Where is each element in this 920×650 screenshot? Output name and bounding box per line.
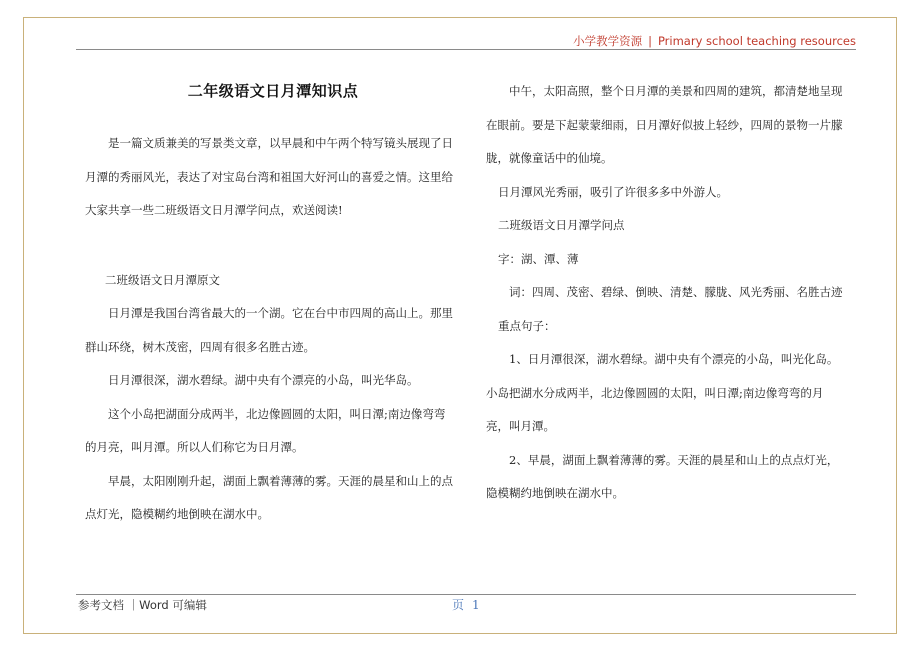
body-paragraph: 这个小岛把湖面分成两半，北边像圆圆的太阳，叫日潭;南边像弯弯的月亮，叫月潭。所以人们称它为日月潭。 bbox=[85, 406, 446, 454]
left-column bbox=[85, 80, 453, 532]
document-title: 二年级语文日月潭知识点 bbox=[187, 82, 359, 100]
footer-doc-label: 参考文档 ｜Word 可编辑 bbox=[78, 598, 207, 612]
spacer bbox=[93, 228, 453, 264]
body-paragraph: 日月潭很深，湖水碧绿。湖中央有个漂亮的小岛，叫光华岛。 bbox=[108, 373, 419, 387]
header-site-en: Primary school teaching resources bbox=[657, 34, 856, 48]
characters-line: 字：湖、潭、薄 bbox=[498, 251, 579, 266]
body-paragraph: 日月潭是我国台湾省最大的一个湖。它在台中市四周的高山上。那里群山环绕，树木茂密，四周有很多名胜古迹。 bbox=[85, 306, 453, 354]
page-number-value: 1 bbox=[472, 598, 480, 612]
intro-paragraph: 是一篇文质兼美的写景类文章，以早晨和中午两个特写镜头展现了日月潭的秀丽风光，表达了对宝岛台湾和祖国大好河山的喜爱之情。这里给大家共享一些二班级语文日月潭学问点，欢送阅读! bbox=[85, 136, 453, 217]
body-paragraph: 早晨，太阳刚刚升起，湖面上飘着薄薄的雾。天涯的晨星和山上的点点灯光，隐模糊约地倒映在湖水中。 bbox=[85, 473, 453, 521]
section-heading: 二班级语文日月潭学问点 bbox=[498, 218, 625, 232]
page-label: 页 bbox=[452, 598, 465, 612]
footer-rule bbox=[76, 594, 856, 595]
right-column bbox=[486, 75, 846, 511]
page-header bbox=[573, 33, 856, 49]
key-sentences-heading: 重点句子： bbox=[498, 318, 556, 333]
words-line: 词：四周、茂密、碧绿、倒映、清楚、朦胧、风光秀丽、名胜古迹 bbox=[509, 285, 843, 299]
header-separator: | bbox=[648, 34, 652, 48]
header-site-cn: 小学教学资源 bbox=[573, 34, 643, 48]
key-sentence-item: 2、早晨，湖面上飘着薄薄的雾。天涯的晨星和山上的点点灯光，隐模糊约地倒映在湖水中。 bbox=[486, 452, 839, 500]
body-paragraph: 中午，太阳高照，整个日月潭的美景和四周的建筑，都清楚地呈现在眼前。要是下起蒙蒙细雨，日月潭好似披上轻纱，四周的景物一片朦胧，就像童话中的仙境。 bbox=[486, 84, 843, 165]
body-line: 日月潭风光秀丽，吸引了许很多多中外游人。 bbox=[498, 184, 728, 199]
header-rule bbox=[76, 49, 856, 50]
page-number bbox=[452, 596, 480, 613]
section-heading: 二班级语文日月潭原文 bbox=[105, 272, 220, 287]
key-sentence-item: 1、日月潭很深，湖水碧绿。湖中央有个漂亮的小岛，叫光化岛。小岛把湖水分成两半，北边像圆圆的太阳，叫日潭;南边像弯弯的月亮，叫月潭。 bbox=[486, 352, 839, 433]
